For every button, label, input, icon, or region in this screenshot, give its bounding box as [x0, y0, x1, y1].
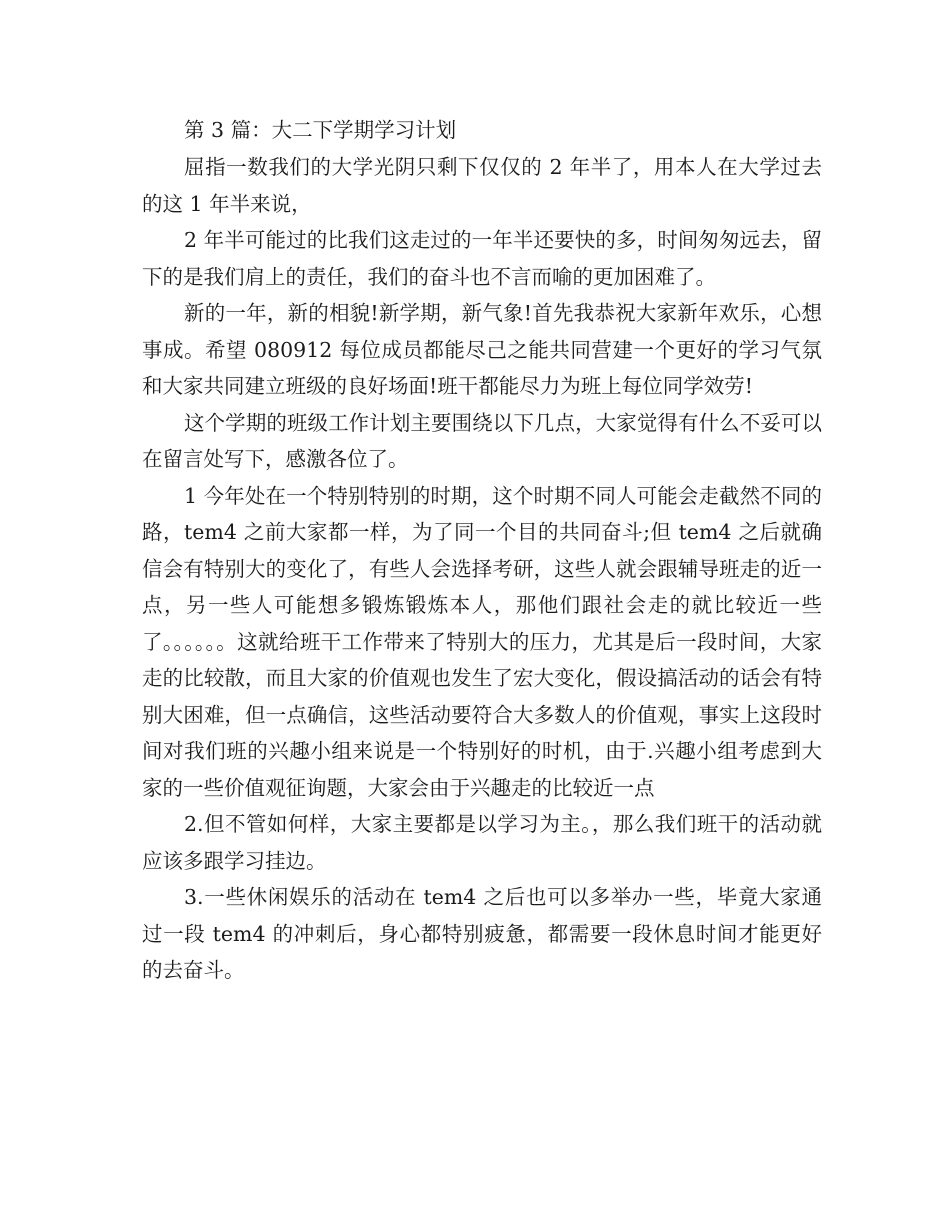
paragraph-5: 1 今年处在一个特别特别的时期，这个时期不同人可能会走截然不同的路，tem4 之前大家都一样，为了同一个目的共同奋斗;但 tem4 之后就确信会有特别大的变化了，有些人会选择考研，这些人就会跟辅导班走的近一点，另一些人可能想多锻炼锻炼本人，那他们跟社会走的就比较近一些了。。。。。。这就给班干工作带来了特别大的压力，尤其是后一段时间，大家走的比较散，而且大家的价值观也发生了宏大变化，假设搞活动的话会有特别大困难，但一点确信，这些活动要符合大多数人的价值观，事实上这段时间对我们班的兴趣小组来说是一个特别好的时机，由于.兴趣小组考虑到大家的一些价值观征询题，大家会由于兴趣走的比较近一点: [142, 483, 822, 800]
paragraph-4: 这个学期的班级工作计划主要围绕以下几点，大家觉得有什么不妥可以在留言处写下，感激各位了。: [142, 410, 822, 471]
paragraph-7: 3.一些休闲娱乐的活动在 tem4 之后也可以多举办一些，毕竟大家通过一段 tem4 的冲刺后，身心都特别疲惫，都需要一段休息时间才能更好的去奋斗。: [142, 885, 822, 982]
paragraph-2: 2 年半可能过的比我们这走过的一年半还要快的多，时间匆匆远去，留下的是我们肩上的责任，我们的奋斗也不言而喻的更加困难了。: [142, 228, 822, 289]
paragraph-1: 屈指一数我们的大学光阴只剩下仅仅的 2 年半了，用本人在大学过去的这 1 年半来说，: [142, 155, 822, 216]
paragraph-3: 新的一年，新的相貌!新学期，新气象!首先我恭祝大家新年欢乐，心想事成。希望 080912 每位成员都能尽己之能共同营建一个更好的学习气氛和大家共同建立班级的良好场面!班干都能尽力为班上每位同学效劳!: [142, 301, 822, 398]
paragraph-6: 2.但不管如何样，大家主要都是以学习为主。，那么我们班干的活动就应该多跟学习挂边。: [142, 812, 822, 873]
document-title: 第 3 篇：大二下学期学习计划: [184, 118, 457, 142]
document-page: [142, 112, 822, 989]
